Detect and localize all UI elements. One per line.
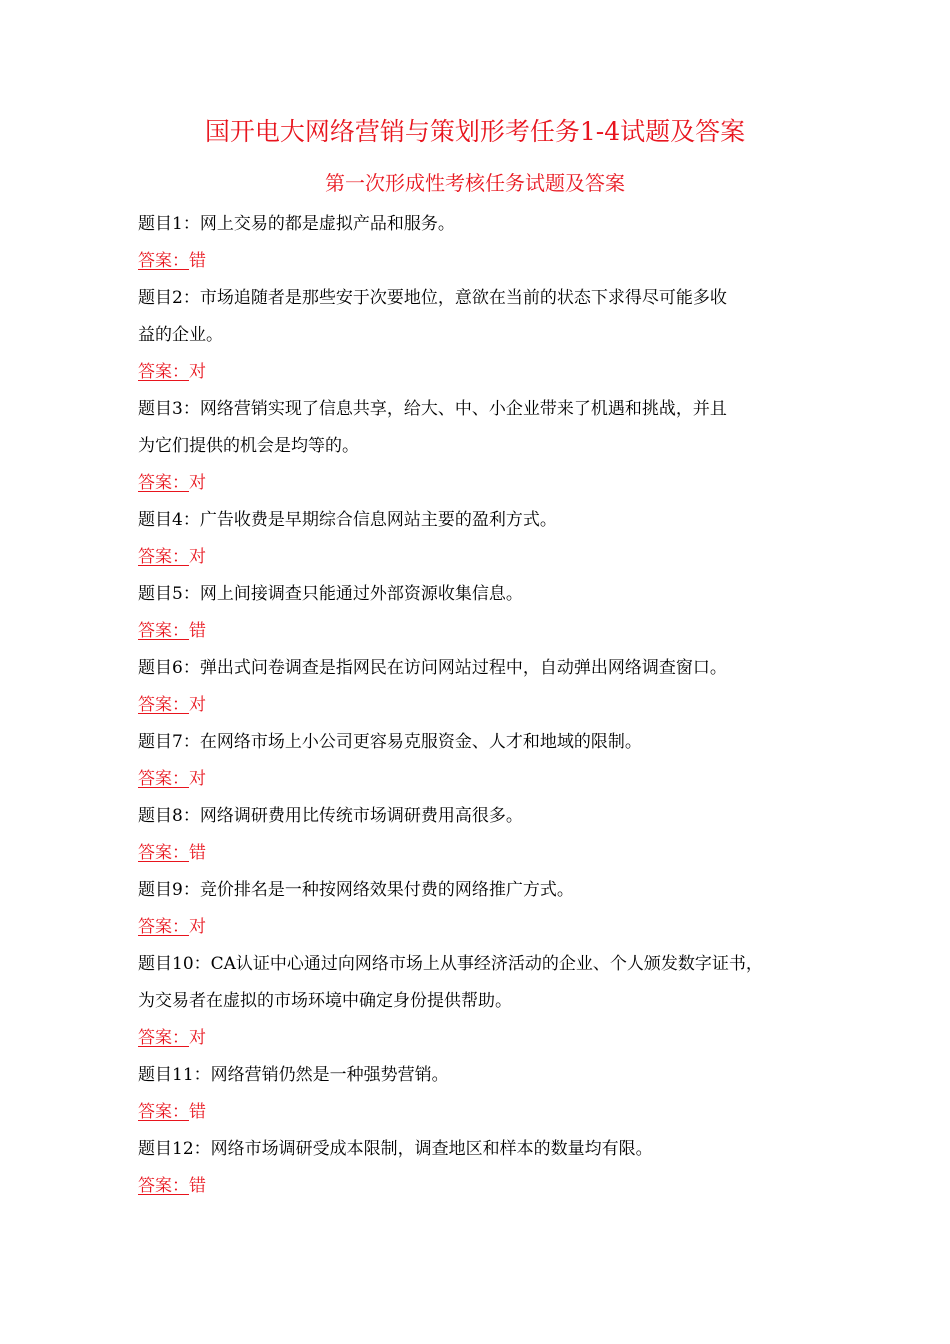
answer-line: [138, 243, 838, 280]
question-text: 为交易者在虚拟的市场环境中确定身份提供帮助。: [138, 991, 512, 1011]
answer-line: [138, 1094, 838, 1131]
question-text: 题目4：广告收费是早期综合信息网站主要的盈利方式。: [138, 510, 557, 530]
answer-line: [138, 1020, 838, 1057]
answer-label: 答案：: [138, 547, 189, 567]
answer-line: [138, 465, 838, 502]
answer-label: 答案：: [138, 1176, 189, 1196]
answer-value: 错: [189, 621, 206, 641]
question-text: 题目10：CA认证中心通过向网络市场上从事经济活动的企业、个人颁发数字证书，: [138, 954, 763, 974]
answer-value: 对: [189, 473, 206, 493]
question-text: 题目7：在网络市场上小公司更容易克服资金、人才和地域的限制。: [138, 732, 642, 752]
answer-line: [138, 687, 838, 724]
answer-line: [138, 761, 838, 798]
answer-label: 答案：: [138, 473, 189, 493]
answer-label: 答案：: [138, 769, 189, 789]
section-title: 第一次形成性考核任务试题及答案: [325, 171, 625, 195]
answer-label: 答案：: [138, 695, 189, 715]
answer-value: 错: [189, 843, 206, 863]
answer-value: 对: [189, 362, 206, 382]
question-text: 题目2：市场追随者是那些安于次要地位，意欲在当前的状态下求得尽可能多收: [138, 288, 727, 308]
answer-value: 错: [189, 1102, 206, 1122]
answer-line: [138, 909, 838, 946]
answer-label: 答案：: [138, 1102, 189, 1122]
answer-value: 对: [189, 547, 206, 567]
answer-line: [138, 539, 838, 576]
answer-label: 答案：: [138, 362, 189, 382]
question-text: 题目12：网络市场调研受成本限制，调查地区和样本的数量均有限。: [138, 1139, 653, 1159]
question-text: 题目8：网络调研费用比传统市场调研费用高很多。: [138, 806, 523, 826]
question-text: 题目3：网络营销实现了信息共享，给大、中、小企业带来了机遇和挑战，并且: [138, 399, 727, 419]
answer-line: [138, 835, 838, 872]
answer-line: [138, 354, 838, 391]
answer-value: 错: [189, 251, 206, 271]
answer-value: 对: [189, 769, 206, 789]
answer-label: 答案：: [138, 621, 189, 641]
question-text: 题目11：网络营销仍然是一种强势营销。: [138, 1065, 449, 1085]
answer-value: 错: [189, 1176, 206, 1196]
answer-label: 答案：: [138, 251, 189, 271]
answer-line: [138, 1168, 838, 1205]
question-text: 益的企业。: [138, 325, 223, 345]
question-text: 为它们提供的机会是均等的。: [138, 436, 359, 456]
answer-label: 答案：: [138, 917, 189, 937]
answer-value: 对: [189, 1028, 206, 1048]
question-list: [138, 206, 838, 1205]
question-text: 题目5：网上间接调查只能通过外部资源收集信息。: [138, 584, 523, 604]
answer-value: 对: [189, 917, 206, 937]
question-text: 题目1：网上交易的都是虚拟产品和服务。: [138, 214, 455, 234]
answer-label: 答案：: [138, 843, 189, 863]
answer-label: 答案：: [138, 1028, 189, 1048]
question-text: 题目6：弹出式问卷调查是指网民在访问网站过程中，自动弹出网络调查窗口。: [138, 658, 727, 678]
question-text: 题目9：竞价排名是一种按网络效果付费的网络推广方式。: [138, 880, 574, 900]
answer-line: [138, 613, 838, 650]
document-title: 国开电大网络营销与策划形考任务1-4试题及答案: [204, 117, 746, 146]
answer-value: 对: [189, 695, 206, 715]
